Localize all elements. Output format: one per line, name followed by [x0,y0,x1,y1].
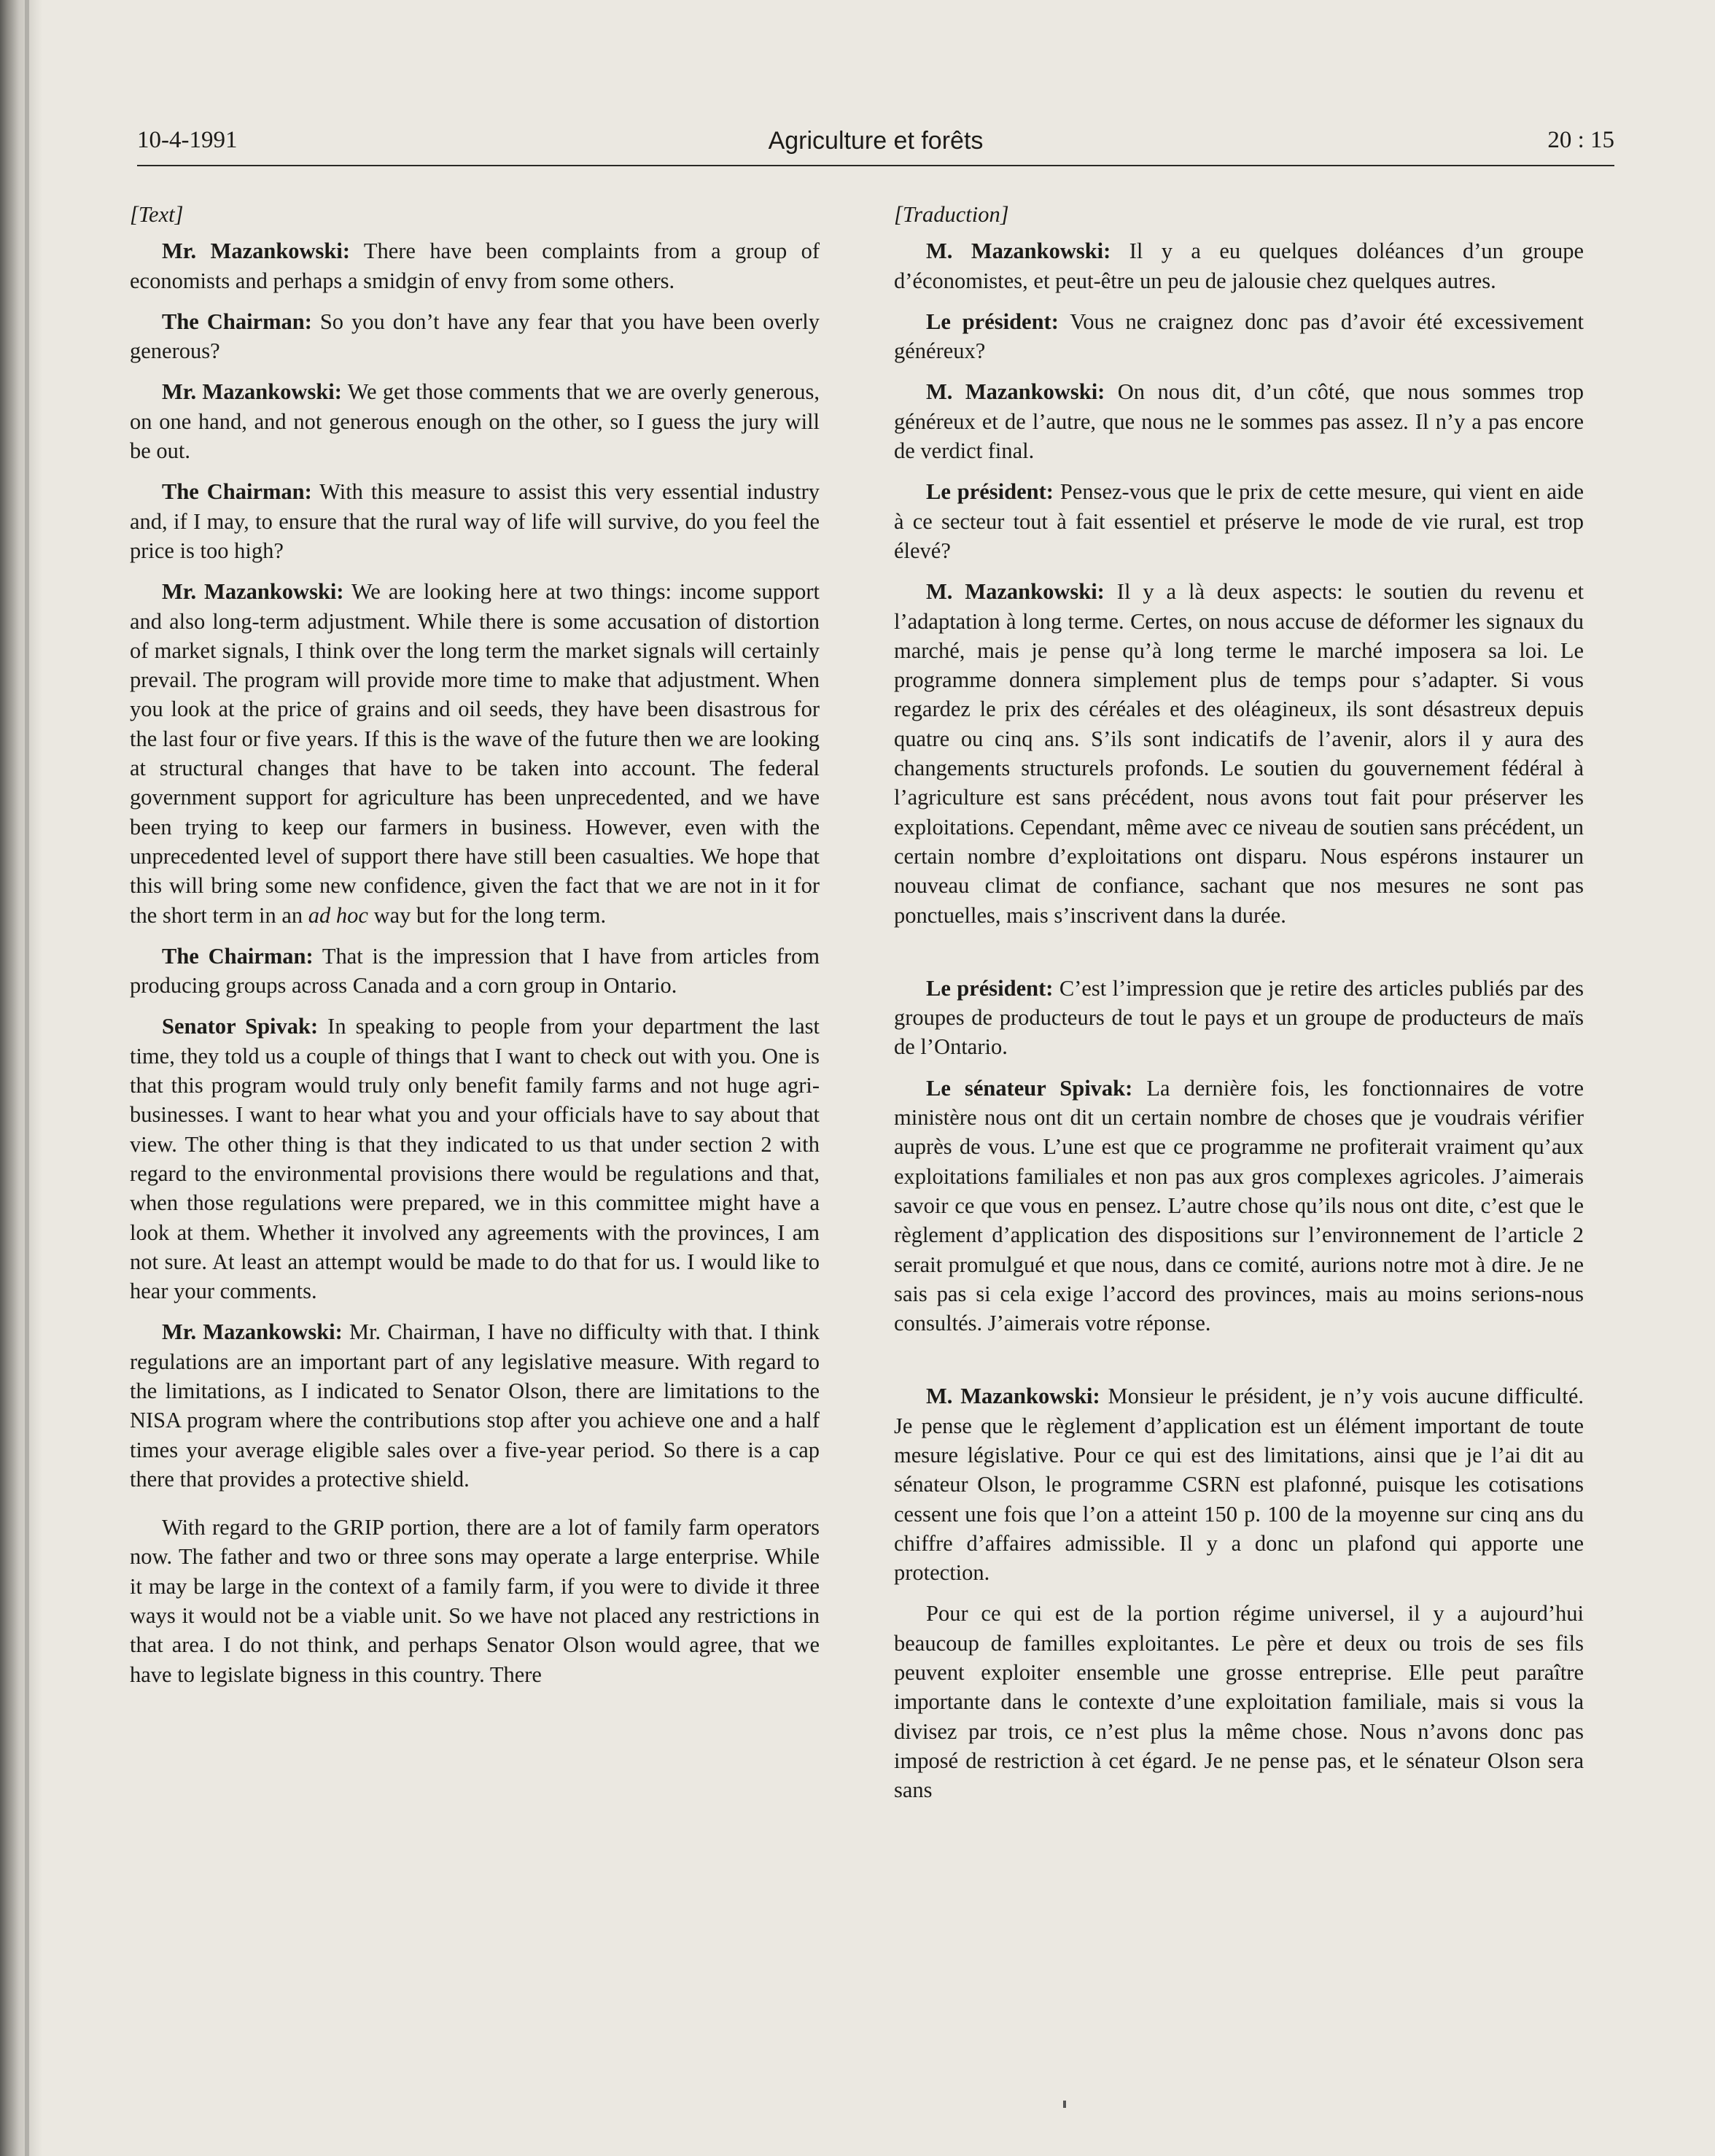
page-binding-edge [0,0,42,2156]
english-column [130,200,820,1701]
paragraph-text: Mr. Chairman, I have no difficulty with that. I think regulations are an important part of any legislative measure. With regard to the limitations, as I indicated to Senator Olson, there are limitations to the NISA program where the contributions stop after you achieve one and a half times your average eligible sales over a five-year period. So there is a cap there that provides a protective shield. [130,1319,820,1492]
paragraph-text: With regard to the GRIP portion, there are a lot of family farm operators now. The father and two or three sons may operate a large enterprise. While it may be large in the context of a family farm, if you were to divide it three ways it would not be a viable unit. So we have not placed any restrictions in that area. I do not think, and perhaps Senator Olson would agree, that we have to legislate bigness in this country. There [130,1515,820,1687]
paragraph [130,477,820,565]
paragraph [894,1074,1584,1338]
header-page-number: 20 : 15 [1547,127,1614,153]
paragraph-text: We get those comments that we are overly generous, on one hand, and not generous enough on the other, so I guess the jury will be out. [130,379,820,464]
speaker: Le sénateur Spivak: [926,1075,1133,1101]
paragraph [894,377,1584,465]
french-column [894,200,1584,1817]
speaker: Mr. Mazankowski: [162,1319,343,1345]
speaker: Le président: [926,309,1059,334]
paragraph [130,307,820,366]
paragraph-text: With this measure to assist this very essential industry and, if I may, to ensure that the rural way of life will survive, do you feel the price is too high? [130,479,820,563]
speaker: Mr. Mazankowski: [162,579,344,605]
traduction-tag: [Traduction] [894,202,1009,227]
speaker: The Chairman: [162,479,312,505]
text-tag: [Text] [130,202,184,227]
paragraph [894,577,1584,930]
speaker: The Chairman: [162,943,314,969]
paragraph-text: Pour ce qui est de la portion régime universel, il y a aujourd’hui beaucoup de familles exploitantes. Le père et deux ou trois de ses fils peuvent exploiter ensemble une grosse entreprise. Elle peut paraître importante dans le contexte d’une exploitation familiale, mais si vous la divisez par trois, ce n’est plus la même chose. Nous n’avons donc pas imposé de restriction à cet égard. Je ne pense pas, et le sénateur Olson sera sans [894,1601,1584,1803]
speaker: Le président: [926,479,1054,505]
paragraph [894,236,1584,295]
paragraph-text: Pensez-vous que le prix de cette mesure, qui vient en aide à ce secteur tout à fait essentiel et préserve le mode de vie rural, est trop élevé? [894,479,1584,563]
paragraph [894,307,1584,366]
speaker: The Chairman: [162,309,312,334]
paragraph [130,577,820,930]
document-page [42,0,1715,2156]
paragraph-text: Monsieur le président, je n’y vois aucune difficulté. Je pense que le règlement d’application est un élément important de toute mesure législative. Pour ce qui est des limitations, ainsi que je l’ai dit au sénateur Olson, le programme CSRN est plafonné, puisque les cotisations cessent une fois que l’on a atteint 150 p. 100 de la moyenne sur cinq ans du chiffre d’affaires admissible. Il y a donc un plafond qui apporte une protection. [894,1384,1584,1586]
speaker: Le président: [926,975,1054,1001]
speaker: M. Mazankowski: [926,239,1111,264]
paragraph [130,1513,820,1689]
paragraph [130,1317,820,1494]
paragraph-text: Il y a là deux aspects: le soutien du revenu et l’adaptation à long terme. Certes, on nous accuse de déformer les signaux du marché, mais je pense qu’à long terme le marché imposera sa loi. Le programme donnera simplement plus de temps pour s’adapter. Si vous regardez le prix des céréales et des oléagineux, ils sont désastreux depuis quatre ou cinq ans. S’ils sont indicatifs de l’avenir, alors il y aura des changements structurels profonds. Le soutien du gouvernement fédéral à l’agriculture est sans précédent, nous avons tout fait pour préserver les exploitations. Cependant, même avec ce niveau de soutien sans précédent, un certain nombre d’exploitations ont disparu. Nous espérons instaurer un nouveau climat de confiance, sachant que nos mesures ne sont pas ponctuelles, mais s’inscrivent dans la durée. [894,579,1584,928]
paragraph [894,1599,1584,1804]
italic-phrase: ad hoc [308,902,368,928]
speaker: M. Mazankowski: [926,579,1105,605]
paragraph [130,377,820,465]
running-header [137,127,1614,166]
paragraph [130,236,820,295]
speaker: Mr. Mazankowski: [162,379,342,405]
paragraph-text: We are looking here at two things: income support and also long-term adjustment. While there is some accusation of distortion of market signals, I think over the long term the market signals will certainly prevail. The program will provide more time to make that adjustment. When you look at the price of grains and oil seeds, they have been disastrous for the last four or five years. If this is the wave of the future then we are looking at structural changes that have to be taken into account. The federal government support for agriculture has been unprecedented, and we have been trying to keep our farmers in business. However, even with the unprecedented level of support there have still been casualties. We hope that this will bring some new confidence, given the fact that we are not in it for the short term in an [130,579,820,928]
paragraph [894,974,1584,1062]
paragraph-text: C’est l’impression que je retire des articles publiés par des groupes de producteurs de tout le pays et un groupe de producteurs de maïs de l’Ontario. [894,975,1584,1060]
paragraph-text: Vous ne craignez donc pas d’avoir été excessivement généreux? [894,309,1584,364]
speaker: M. Mazankowski: [926,1384,1100,1409]
paragraph [130,942,820,1001]
header-title: Agriculture et forêts [768,127,984,155]
paragraph-text: On nous dit, d’un côté, que nous sommes trop généreux et de l’autre, que nous ne le sommes pas assez. Il n’y a pas encore de verdict final. [894,379,1584,464]
paragraph-text: There have been complaints from a group of economists and perhaps a smidgin of envy from some others. [130,239,820,293]
paragraph-text: Il y a eu quelques doléances d’un groupe d’économistes, et peut-être un peu de jalousie chez quelques autres. [894,239,1584,293]
paragraph [894,477,1584,565]
paragraph-text: So you don’t have any fear that you have been overly generous? [130,309,820,364]
speaker: M. Mazankowski: [926,379,1105,405]
paragraph [894,1381,1584,1587]
speaker: Senator Spivak: [162,1014,319,1039]
binding-line [25,0,29,2156]
paragraph-text-end: way but for the long term. [373,902,607,928]
paragraph-text: That is the impression that I have from articles from producing groups across Canada and a corn group in Ontario. [130,943,820,998]
paragraph-text: La dernière fois, les fonctionnaires de votre ministère nous ont dit un certain nombre de choses que je voudrais vérifier auprès de vous. L’une est que ce programme ne profiterait vraiment qu’aux exploitations familiales et non pas aux gros complexes agricoles. J’aimerais savoir ce que vous en pensez. L’autre chose qu’ils nous ont dite, c’est que le règlement d’application des dispositions sur l’environnement de l’article 2 serait promulgué et que nous, dans ce comité, aurions notre mot à dire. Je ne sais pas si cela exige l’accord des provinces, mais au moins serions-nous consultés. J’aimerais votre réponse. [894,1075,1584,1336]
paragraph [130,1012,820,1306]
scan-mark [1063,2101,1066,2108]
header-date: 10-4-1991 [137,127,238,153]
paragraph-text: In speaking to people from your department the last time, they told us a couple of things that I want to check out with you. One is that this program would truly only benefit family farms and not huge agri-businesses. I want to hear what you and your officials have to say about that view. The other thing is that they indicated to us that under section 2 with regard to the environmental provisions there would be regulations and that, when those regulations were prepared, we in this committee might have a look at them. Whether it involved any agreements with the provinces, I am not sure. At least an attempt would be made to do that for us. I would like to hear your comments. [130,1014,820,1304]
speaker: Mr. Mazankowski: [162,239,351,264]
